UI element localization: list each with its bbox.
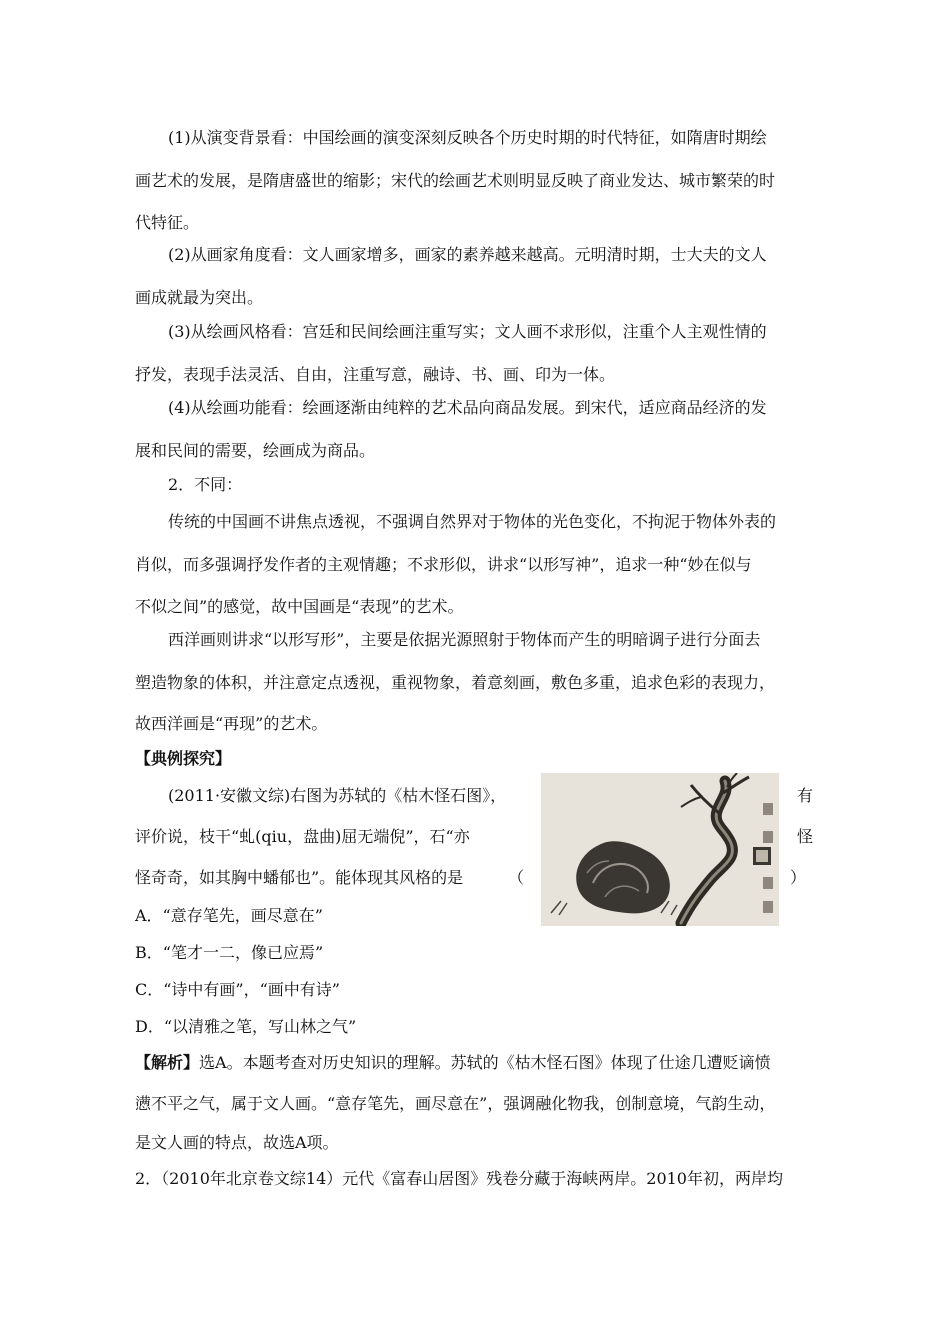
question-line: 评价说，枝干“虬(qiu，盘曲)屈无端倪”，石“亦 [135,827,470,846]
question-line-end: 怪 [797,827,814,846]
question-2-line: 2．（2010年北京卷文综14）元代《富春山居图》残卷分藏于海峡两岸。2010年初，两岸均 [135,1169,783,1188]
option-a: A．“意存笔先，画尽意在” [135,906,323,925]
analysis-text: 选A。本题考查对历史知识的理解。苏轼的《枯木怪石图》体现了仕途几遭贬谪愤 [199,1053,771,1072]
paragraph-line: 画艺术的发展，是隋唐盛世的缩影；宋代的绘画艺术则明显反映了商业发达、城市繁荣的时 [135,171,776,190]
paragraph-line: 画成就最为突出。 [135,288,264,307]
paragraph-line: (3)从绘画风格看：宫廷和民间绘画注重写实；文人画不求形似，注重个人主观性情的 [168,322,767,341]
paragraph-line: 肖似，而多强调抒发作者的主观情趣；不求形似，讲求“以形写神”，追求一种“妙在似与 [135,555,752,574]
analysis-line: 是文人画的特点，故选A项。 [135,1133,339,1152]
paragraph-line: 故西洋画是“再现”的艺术。 [135,714,328,733]
painting-image [541,773,779,926]
painting-illustration [541,773,779,926]
paragraph-line: 展和民间的需要，绘画成为商品。 [135,441,376,460]
option-c: C．“诗中有画”，“画中有诗” [135,980,340,999]
question-line-end: 有 [797,786,814,805]
paragraph-line: (1)从演变背景看：中国绘画的演变深刻反映各个历史时期的时代特征，如隋唐时期绘 [168,128,767,147]
answer-paren-close: ） [790,868,807,887]
paragraph-line: 传统的中国画不讲焦点透视，不强调自然界对于物体的光色变化，不拘泥于物体外表的 [168,512,777,531]
example-heading: 【典例探究】 [135,749,232,768]
section-heading: 2．不同： [168,475,243,494]
paragraph-line: (4)从绘画功能看：绘画逐渐由纯粹的艺术品向商品发展。到宋代，适应商品经济的发 [168,398,767,417]
question-line: 怪奇奇，如其胸中蟠郁也”。能体现其风格的是 [135,868,464,887]
answer-paren-open: （ [508,868,525,887]
paragraph-line: 塑造物象的体积，并注意定点透视，重视物象，着意刻画，敷色多重，追求色彩的表现力， [135,673,776,692]
paragraph-line: (2)从画家角度看：文人画家增多，画家的素养越来越高。元明清时期，士大夫的文人 [168,245,767,264]
analysis-line [135,1053,771,1073]
paragraph-line: 代特征。 [135,213,200,232]
analysis-label: 【解析】 [135,1053,200,1072]
option-d: D．“以清雅之笔，写山林之气” [135,1017,357,1036]
paragraph-line: 西洋画则讲求“以形写形”，主要是依据光源照射于物体而产生的明暗调子进行分面去 [168,630,761,649]
analysis-line: 懑不平之气，属于文人画。“意存笔先，画尽意在”，强调融化物我，创制意境，气韵生动， [135,1094,776,1113]
question-line: (2011·安徽文综)右图为苏轼的《枯木怪石图》， [168,786,507,805]
option-b: B．“笔才一二，像已应焉” [135,943,324,962]
paragraph-line: 不似之间”的感觉，故中国画是“表现”的艺术。 [135,597,464,616]
paragraph-line: 抒发，表现手法灵活、自由，注重写意，融诗、书、画、印为一体。 [135,365,616,384]
